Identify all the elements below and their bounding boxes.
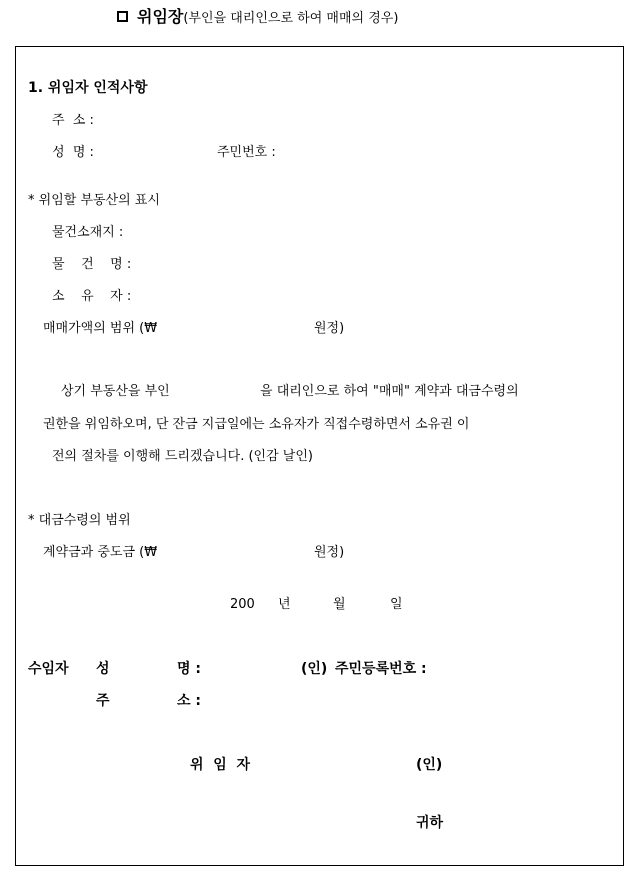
date-day-unit: 일 [390,597,403,612]
price-range-label: 매매가액의 범위 (₩ [43,321,158,336]
date-month-unit: 월 [333,597,346,612]
property-item-name-label: 물 건 명 : [52,257,132,272]
statement-line1-b: 을 대리인으로 하여 "매매" 계약과 대금수령의 [260,384,519,399]
statement-line2: 권한을 위임하오며, 단 잔금 지급일에는 소유자가 직접수령하면서 소유권 이 [43,417,470,432]
title-main: 위임장 [137,7,184,26]
recipient-name-a: 성 [96,661,110,677]
property-owner-label: 소 유 자 : [52,289,132,304]
property-heading: * 위임할 부동산의 표시 [28,193,160,208]
statement-line1-a: 상기 부동산을 부인 [61,384,170,399]
deposit-suffix: 원정) [314,545,345,560]
date-year-unit: 년 [278,597,291,612]
recipient-addr-b: 소 : [177,693,201,709]
addressee: 귀하 [416,815,444,831]
price-range-suffix: 원정) [314,321,345,336]
delegator-sign-label: 위 임 자 [190,757,251,773]
payment-heading: * 대금수령의 범위 [28,513,131,528]
delegator-name-label: 성 명 : [52,145,94,160]
recipient-seal: (인) [301,661,328,677]
recipient-name-b: 명 : [177,661,201,677]
delegator-id-label: 주민번호 : [217,145,276,160]
statement-line3: 전의 절차를 이행해 드리겠습니다. (인감 날인) [52,449,313,464]
delegator-seal: (인) [416,757,443,773]
recipient-addr-a: 주 [96,693,110,709]
title-subtitle: (부인을 대리인으로 하여 매매의 경우) [183,11,399,26]
recipient-label: 수임자 [28,661,69,677]
deposit-label: 계약금과 중도금 (₩ [43,545,158,560]
section1-heading: 1. 위임자 인적사항 [28,80,148,96]
square-bullet-icon [117,11,128,22]
delegator-address-label: 주 소 : [52,113,94,128]
date-year: 200 [230,597,255,612]
document-title [117,9,398,25]
recipient-reg-label: 주민등록번호 : [335,661,427,677]
property-location-label: 물건소재지 : [52,225,124,240]
